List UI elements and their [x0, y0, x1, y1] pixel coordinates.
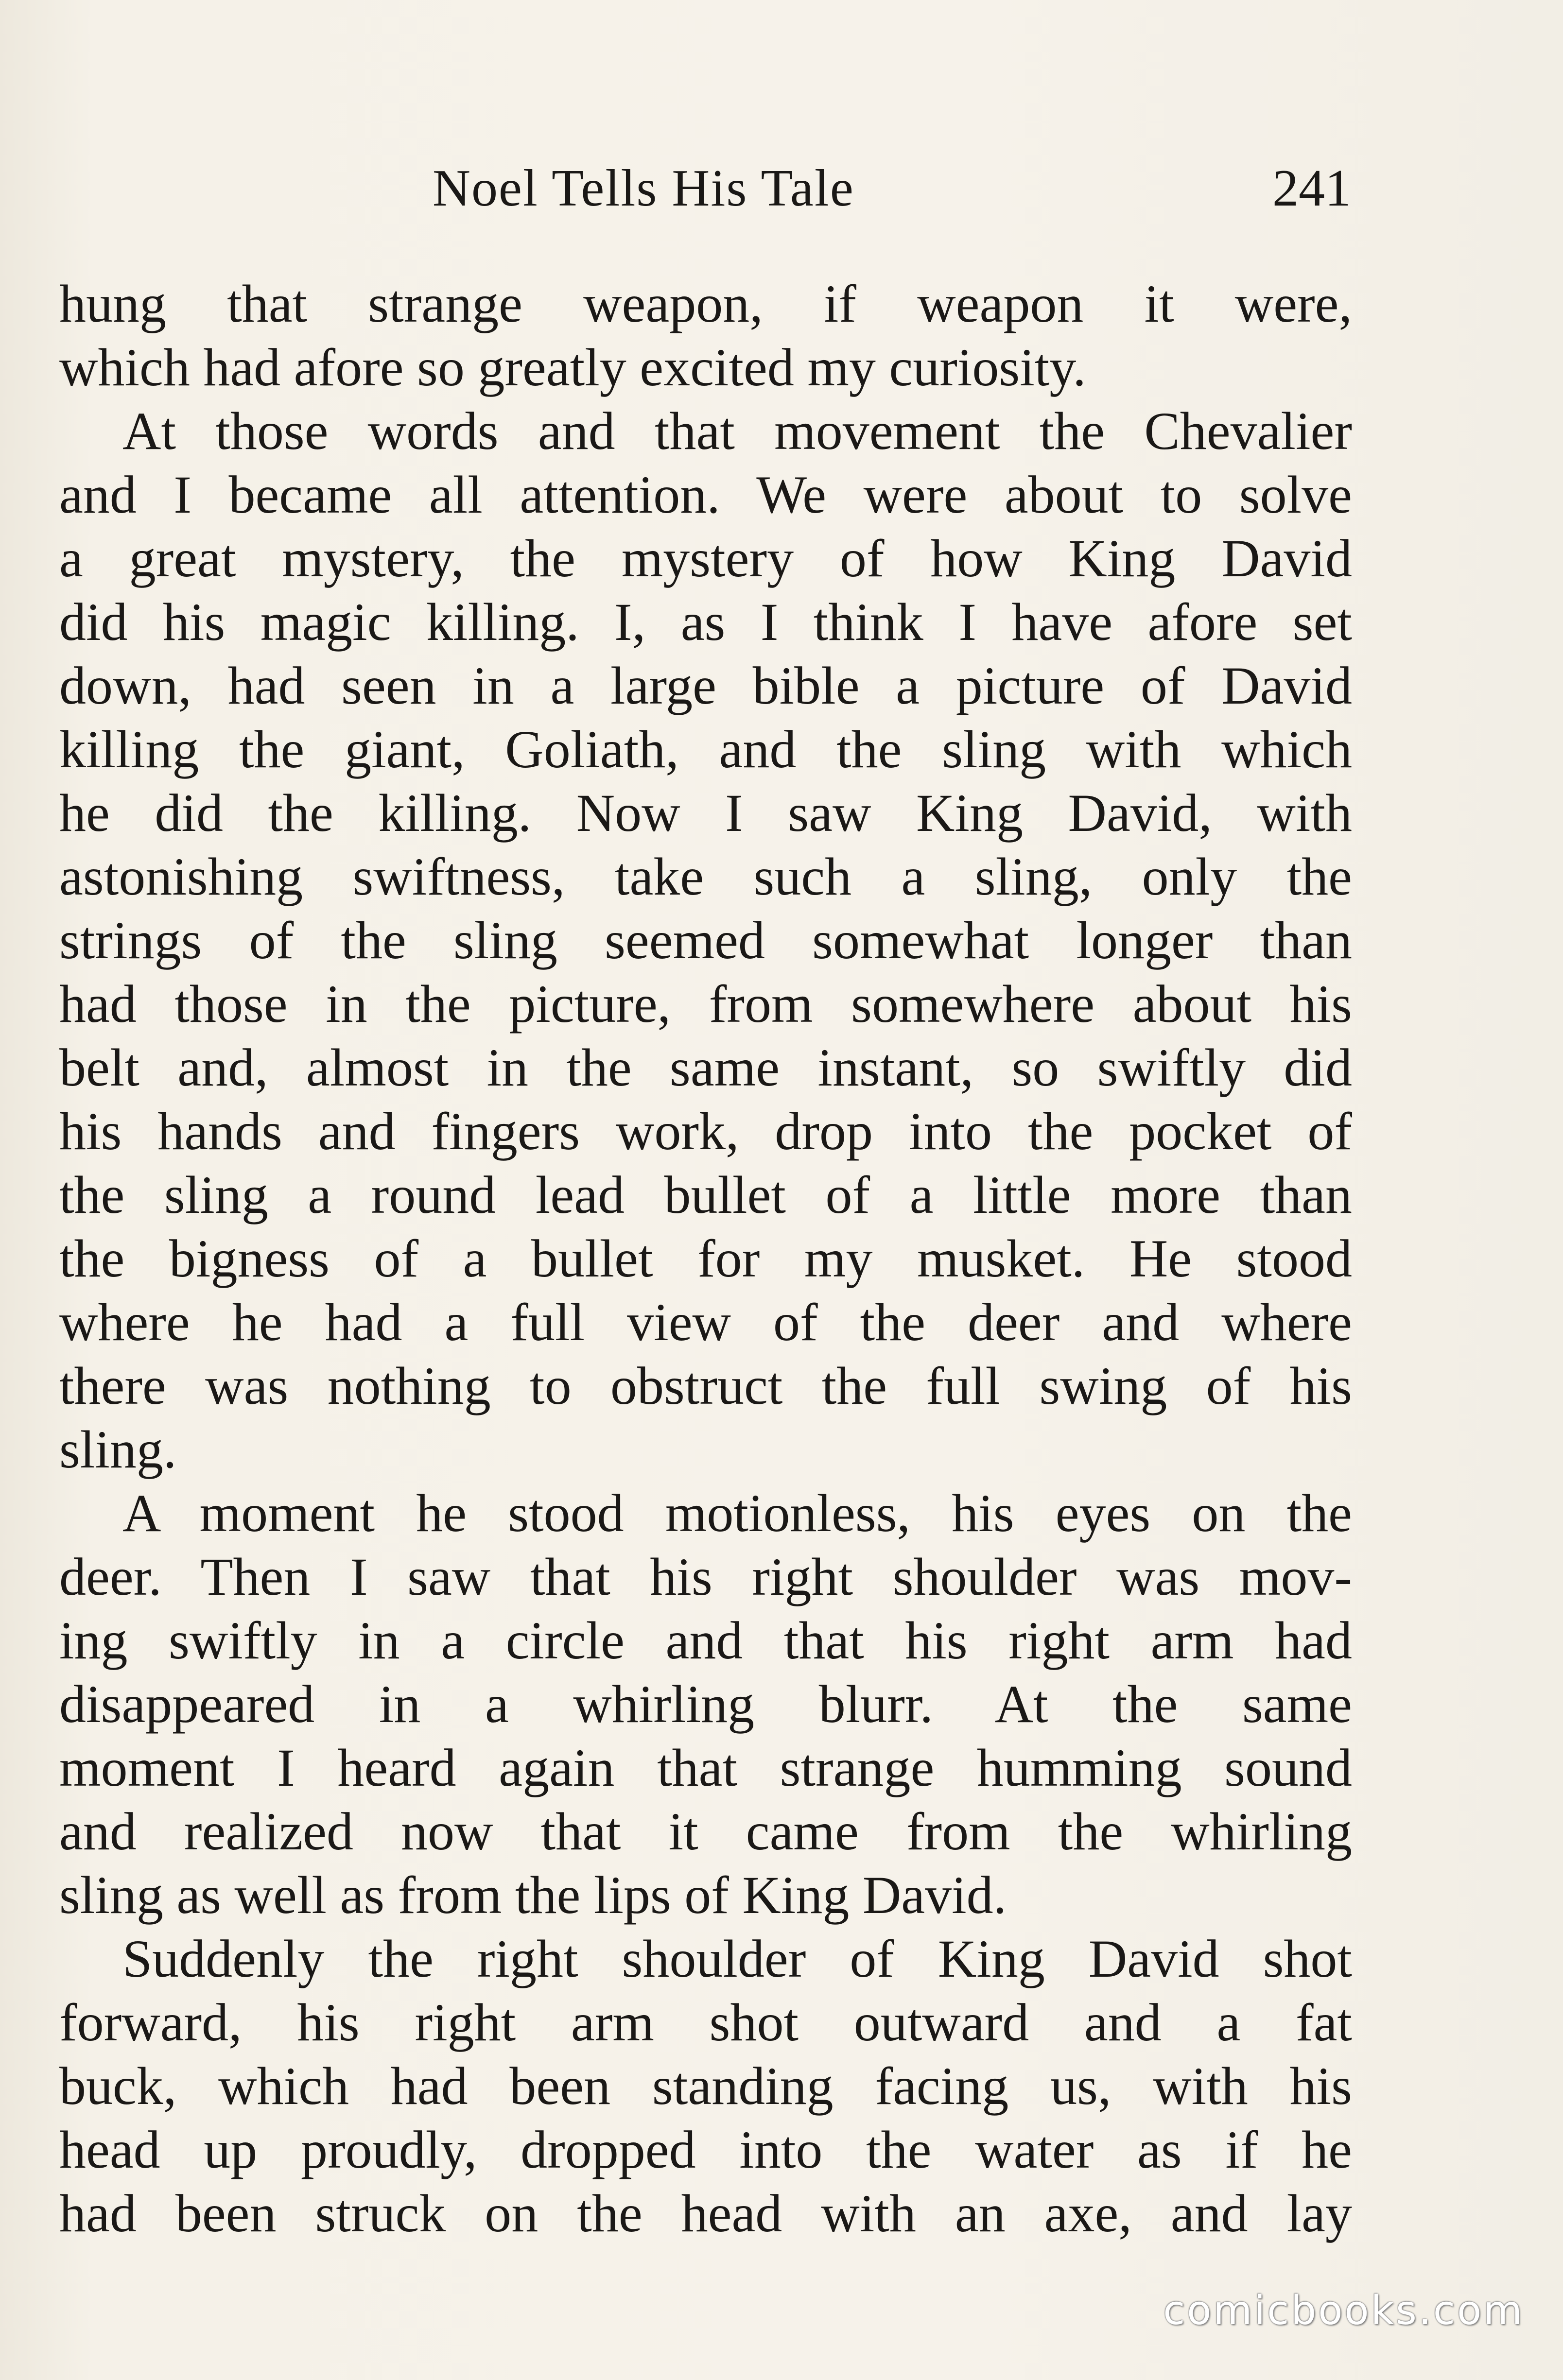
text-line: there was nothing to obstruct the full swing of his: [59, 1356, 1352, 1415]
text-line: the bigness of a bullet for my musket. He stood: [59, 1229, 1352, 1288]
text-line: had been struck on the head with an axe, and lay: [59, 2184, 1352, 2243]
text-line: had those in the picture, from somewhere about his: [59, 974, 1352, 1034]
text-line: belt and, almost in the same instant, so swiftly did: [59, 1038, 1352, 1097]
text-line: and realized now that it came from the whirling: [59, 1802, 1352, 1861]
text-line: ing swiftly in a circle and that his right arm had: [59, 1611, 1352, 1670]
text-line: the sling a round lead bullet of a little more than: [59, 1165, 1352, 1224]
text-line: astonishing swiftness, take such a sling, only the: [59, 847, 1352, 906]
text-line: deer. Then I saw that his right shoulder was mov-: [59, 1547, 1352, 1606]
site-watermark: comicbooks.com: [1163, 2288, 1524, 2334]
text-line: strings of the sling seemed somewhat longer than: [59, 911, 1352, 970]
text-line: down, had seen in a large bible a picture of David: [59, 656, 1352, 715]
text-line: head up proudly, dropped into the water as if he: [59, 2120, 1352, 2179]
text-line: At those words and that movement the Chevalier: [122, 401, 1352, 461]
text-line: Suddenly the right shoulder of King David shot: [122, 1929, 1352, 1988]
chapter-title: Noel Tells His Tale: [433, 159, 854, 217]
page-number: 241: [1272, 159, 1351, 217]
text-line: he did the killing. Now I saw King David, with: [59, 783, 1352, 843]
text-line: moment I heard again that strange humming sound: [59, 1738, 1352, 1797]
text-line: hung that strange weapon, if weapon it were,: [59, 274, 1352, 333]
text-line: and I became all attention. We were about to solve: [59, 465, 1352, 524]
text-line: where he had a full view of the deer and where: [59, 1293, 1352, 1352]
text-line: his hands and fingers work, drop into the pocket of: [59, 1102, 1352, 1161]
text-line: killing the giant, Goliath, and the sling with which: [59, 720, 1352, 779]
text-line: disappeared in a whirling blurr. At the same: [59, 1674, 1352, 1734]
text-line: forward, his right arm shot outward and a fat: [59, 1993, 1352, 2052]
text-line: sling.: [59, 1420, 177, 1479]
text-line: sling as well as from the lips of King David.: [59, 1865, 1007, 1925]
text-line: buck, which had been standing facing us, with his: [59, 2056, 1352, 2116]
running-head: [58, 155, 1351, 223]
text-line: did his magic killing. I, as I think I have afore set: [59, 592, 1352, 652]
text-line: which had afore so greatly excited my curiosity.: [59, 338, 1086, 397]
text-line: A moment he stood motionless, his eyes on the: [122, 1483, 1352, 1543]
body-text: [59, 272, 1352, 2245]
text-line: a great mystery, the mystery of how King David: [59, 529, 1352, 588]
